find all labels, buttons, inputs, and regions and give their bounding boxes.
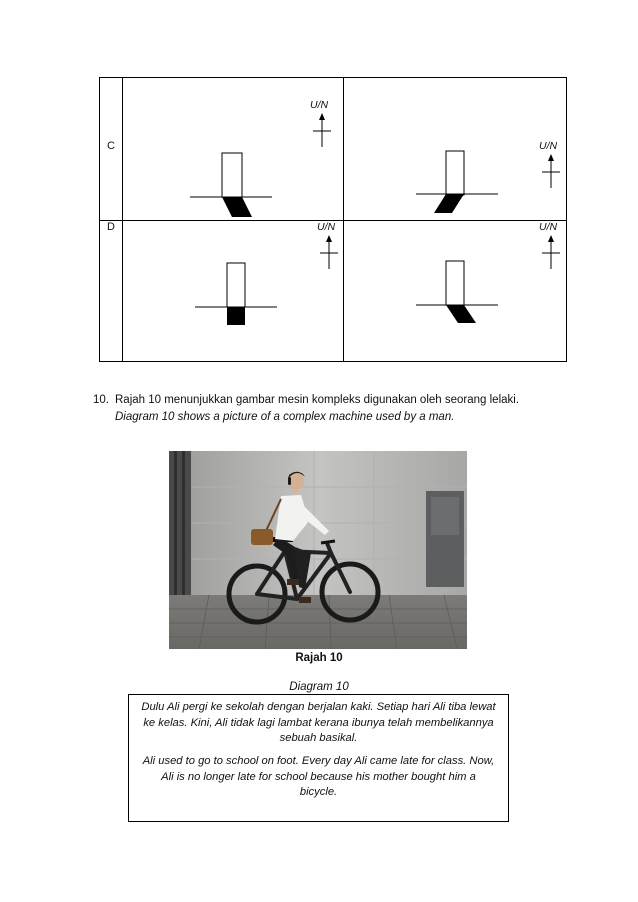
north-arrow-icon xyxy=(312,113,332,149)
north-arrow-icon xyxy=(319,235,339,271)
north-arrow-icon xyxy=(541,154,561,190)
row-label-c: C xyxy=(107,140,115,152)
north-label: U/N xyxy=(539,140,558,152)
north-indicator xyxy=(317,221,343,273)
question-number: 10. xyxy=(93,394,109,406)
north-indicator xyxy=(539,140,565,192)
stick-with-shadow xyxy=(416,259,506,329)
figure-caption-malay: Rajah 10 xyxy=(295,652,343,664)
north-label: U/N xyxy=(539,221,558,233)
shadow-table xyxy=(99,77,567,362)
stick-with-shadow xyxy=(416,149,506,219)
stick-with-shadow xyxy=(190,151,280,221)
north-label: U/N xyxy=(317,221,336,233)
north-label: U/N xyxy=(310,99,329,111)
stick-with-shadow xyxy=(195,261,285,331)
north-arrow-icon xyxy=(541,235,561,271)
row-label-d: D xyxy=(107,221,115,233)
north-indicator xyxy=(310,99,336,151)
north-indicator xyxy=(539,221,565,273)
passage-english: Ali used to go to school on foot. Every day Ali came late for class. Now, Ali is no longer late for school because his mother bought him a bicycle. xyxy=(142,755,495,799)
question-text-english: Diagram 10 shows a picture of a complex machine used by a man. xyxy=(115,411,455,423)
figure-caption-english: Diagram 10 xyxy=(289,681,349,693)
bicycle-photo xyxy=(169,451,467,649)
passage-box xyxy=(128,694,509,822)
passage-malay: Dulu Ali pergi ke sekolah dengan berjalan kaki. Setiap hari Ali tiba lewat ke kelas. Kini, Ali tidak lagi lambat kerana ibunya telah membelikannya sebuah basikal. xyxy=(141,701,496,745)
question-text-malay: Rajah 10 menunjukkan gambar mesin kompleks digunakan oleh seorang lelaki. xyxy=(115,394,520,406)
